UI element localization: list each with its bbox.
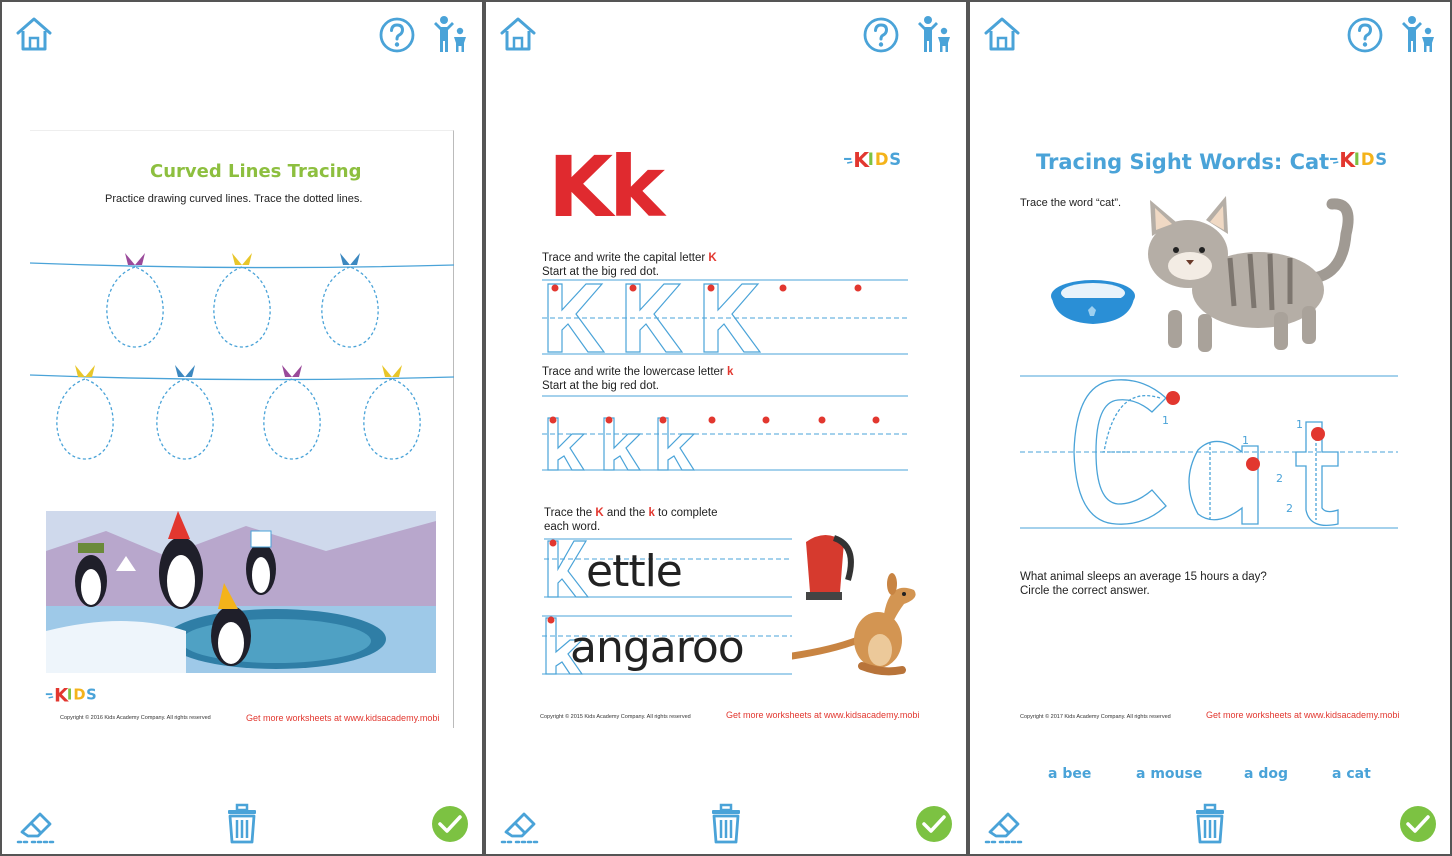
help-button[interactable] (378, 16, 416, 54)
trash-button[interactable] (706, 802, 746, 846)
answer-option-bee[interactable]: a bee (1048, 766, 1092, 782)
svg-text:1: 1 (1162, 414, 1169, 427)
cat-bowl-illustration (1048, 276, 1138, 328)
check-icon (430, 804, 470, 844)
home-button[interactable] (498, 14, 538, 54)
help-icon (1346, 16, 1384, 54)
home-icon (982, 14, 1022, 54)
check-button[interactable] (1398, 804, 1438, 844)
kangaroo-illustration (792, 570, 938, 678)
cat-illustration (1146, 194, 1370, 358)
kids-academy-logo (842, 144, 916, 178)
worksheet-title: Tracing Sight Words: Cat (1036, 150, 1330, 174)
worksheet-screen-sight-word-cat (970, 2, 1450, 854)
trash-icon (222, 802, 262, 846)
copyright-text: Copyright © 2016 Kids Academy Company. All rights reserved (60, 715, 211, 721)
big-letter-kk: Kk (548, 138, 661, 236)
capital-instructions: Trace and write the capital letter K Start at the big red dot. (542, 252, 717, 278)
copyright-text: Copyright © 2015 Kids Academy Company. All rights reserved (540, 714, 691, 720)
help-icon (862, 16, 900, 54)
eraser-button[interactable] (498, 802, 542, 846)
trash-button[interactable] (222, 802, 262, 846)
worksheet-instructions: Trace the word “cat”. (1020, 197, 1122, 209)
word-instructions: Trace the K and the k to complete each word. (544, 507, 718, 533)
check-icon (914, 804, 954, 844)
check-icon (1398, 804, 1438, 844)
parents-button[interactable] (1398, 14, 1438, 54)
home-button[interactable] (982, 14, 1022, 54)
worksheet-page (998, 130, 1422, 782)
worksheets-link[interactable]: Get more worksheets at www.kidsacademy.mobi (1206, 710, 1400, 720)
worksheet-page (30, 130, 454, 728)
trash-icon (1190, 802, 1230, 846)
answer-option-cat[interactable]: a cat (1332, 766, 1371, 782)
trash-button[interactable] (1190, 802, 1230, 846)
svg-text:1: 1 (1296, 418, 1303, 431)
parents-icon (914, 14, 954, 54)
word-kangaroo-rest: angaroo (570, 622, 744, 673)
svg-text:2: 2 (1276, 472, 1283, 485)
answer-option-mouse[interactable]: a mouse (1136, 766, 1203, 782)
lowercase-instructions: Trace and write the lowercase letter k Start at the big red dot. (542, 366, 734, 392)
eraser-button[interactable] (14, 802, 58, 846)
parents-icon (430, 14, 470, 54)
svg-text:1: 1 (1242, 434, 1249, 447)
parents-button[interactable] (914, 14, 954, 54)
eraser-icon (982, 802, 1026, 846)
word-kettle-rest: ettle (586, 546, 682, 597)
cat-word-tracing-area[interactable] (1020, 372, 1400, 532)
home-icon (14, 14, 54, 54)
check-button[interactable] (914, 804, 954, 844)
worksheet-page (514, 130, 938, 728)
worksheet-screen-letter-k (486, 2, 966, 854)
copyright-text: Copyright © 2017 Kids Academy Company. All rights reserved (1020, 714, 1171, 720)
help-icon (378, 16, 416, 54)
home-button[interactable] (14, 14, 54, 54)
lowercase-k-tracing-area[interactable] (542, 394, 908, 474)
answer-option-dog[interactable]: a dog (1244, 766, 1288, 782)
home-icon (498, 14, 538, 54)
penguins-illustration (46, 511, 436, 673)
svg-text:2: 2 (1286, 502, 1293, 515)
kids-academy-logo (44, 681, 110, 711)
eraser-button[interactable] (982, 802, 1026, 846)
tracing-area[interactable] (30, 241, 454, 471)
worksheets-link[interactable]: Get more worksheets at www.kidsacademy.mobi (246, 713, 440, 723)
eraser-icon (498, 802, 542, 846)
capital-k-tracing-area[interactable] (542, 278, 908, 358)
check-button[interactable] (430, 804, 470, 844)
worksheet-title: Curved Lines Tracing (150, 161, 362, 182)
parents-icon (1398, 14, 1438, 54)
question-text: What animal sleeps an average 15 hours a day? Circle the correct answer. (1020, 571, 1267, 597)
help-button[interactable] (1346, 16, 1384, 54)
parents-button[interactable] (430, 14, 470, 54)
kids-academy-logo (1328, 144, 1402, 178)
worksheet-instructions: Practice drawing curved lines. Trace the dotted lines. (105, 193, 363, 205)
help-button[interactable] (862, 16, 900, 54)
eraser-icon (14, 802, 58, 846)
worksheet-screen-curved-lines (2, 2, 482, 854)
worksheets-link[interactable]: Get more worksheets at www.kidsacademy.mobi (726, 710, 920, 720)
trash-icon (706, 802, 746, 846)
